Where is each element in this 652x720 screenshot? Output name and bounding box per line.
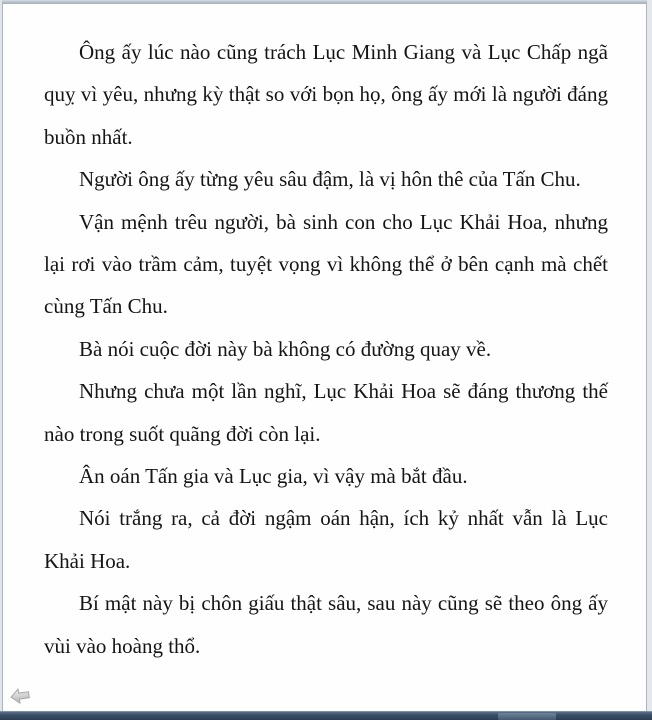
- paragraph: Nhưng chưa một lần nghĩ, Lục Khải Hoa sẽ đáng thương thế nào trong suốt quãng đời còn lại.: [44, 379, 608, 446]
- book-page: [2, 3, 647, 711]
- window-right-edge: [647, 0, 652, 720]
- paragraph: Bí mật này bị chôn giấu thật sâu, sau này cũng sẽ theo ông ấy vùi vào hoàng thổ.: [44, 591, 608, 658]
- paragraph: Người ông ấy từng yêu sâu đậm, là vị hôn thê của Tấn Chu.: [79, 167, 581, 192]
- paragraph: Ông ấy lúc nào cũng trách Lục Minh Giang và Lục Chấp ngã quỵ vì yêu, nhưng kỳ thật so với bọn họ, ông ấy mới là người đáng buồn nhất.: [44, 40, 608, 149]
- paragraph: Bà nói cuộc đời này bà không có đường quay về.: [79, 336, 492, 361]
- page-back-arrow-icon[interactable]: [10, 687, 32, 705]
- paragraph: Vận mệnh trêu người, bà sinh con cho Lục Khải Hoa, nhưng lại rơi vào trầm cảm, tuyệt vọng vì không thể ở bên cạnh mà chết cùng Tấn Chu.: [44, 209, 608, 319]
- page-text: [44, 31, 608, 667]
- scrollbar-thumb[interactable]: [498, 713, 556, 720]
- bottom-scrollbar[interactable]: [0, 711, 652, 720]
- paragraph: Ân oán Tấn gia và Lục gia, vì vậy mà bắt đầu.: [79, 464, 468, 489]
- paragraph: Nói trắng ra, cả đời ngậm oán hận, ích kỷ nhất vẫn là Lục Khải Hoa.: [44, 506, 608, 573]
